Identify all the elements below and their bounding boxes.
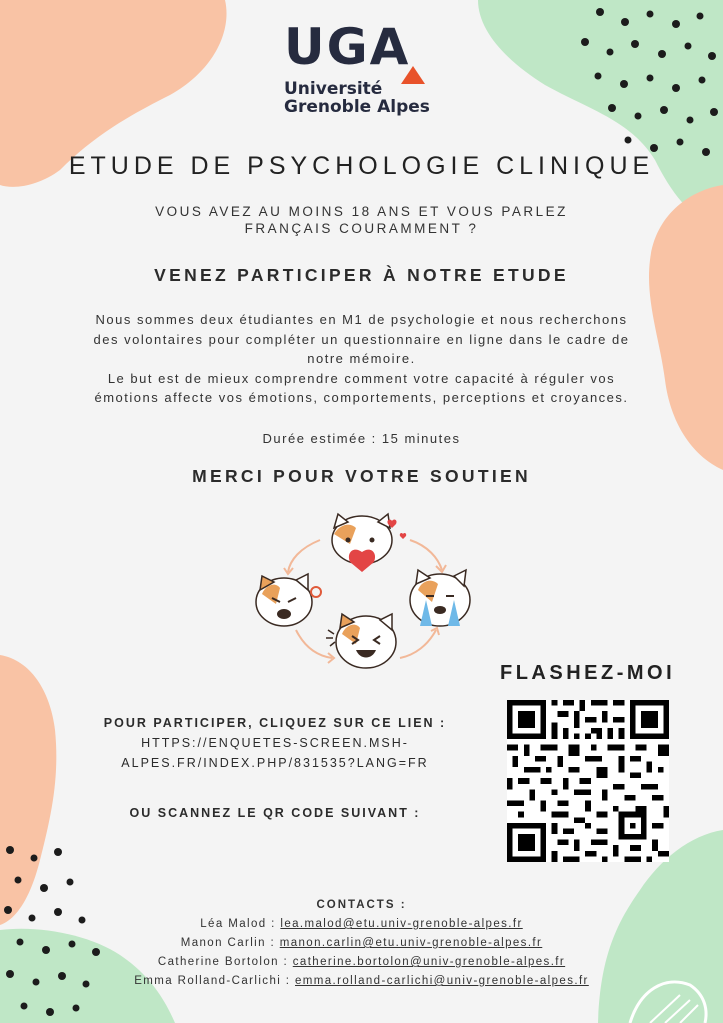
subtitle-line-1: VOUS AVEZ AU MOINS 18 ANS ET VOUS PARLEZ: [155, 204, 568, 219]
scan-heading: OU SCANNEZ LE QR CODE SUIVANT :: [129, 806, 421, 820]
description-line: des volontaires pour compléter un questionnaire en ligne dans le cadre de: [93, 331, 630, 347]
logo-line-1: Université: [284, 79, 383, 99]
logo-acronym: UGA: [284, 18, 411, 76]
contact-row: [0, 972, 723, 991]
contact-row: [0, 915, 723, 934]
contact-email-link[interactable]: manon.carlin@etu.univ-grenoble-alpes.fr: [279, 937, 543, 949]
logo-line-2: Grenoble Alpes: [284, 97, 430, 117]
contact-row: [0, 953, 723, 972]
contact-email-link[interactable]: lea.malod@etu.univ-grenoble-alpes.fr: [280, 918, 523, 930]
description-line: notre mémoire.: [307, 351, 416, 366]
description: [0, 310, 723, 408]
cat-angry-icon: [256, 574, 321, 626]
contact-name: Catherine Bortolon :: [157, 956, 289, 968]
description-line: émotions affecte vos émotions, comportements, perceptions et croyances.: [94, 390, 629, 405]
thanks-heading: MERCI POUR VOTRE SOUTIEN: [192, 466, 531, 486]
page-title: ETUDE DE PSYCHOLOGIE CLINIQUE: [68, 152, 655, 180]
subtitle-line-2: FRANÇAIS COURAMMENT ?: [244, 221, 479, 236]
duration: Durée estimée : 15 minutes: [262, 431, 461, 446]
contact-row: [0, 934, 723, 953]
contact-email-link[interactable]: emma.rolland-carlichi@univ-grenoble-alpes.fr: [295, 975, 589, 987]
cat-love-icon: [332, 514, 406, 572]
subtitle: [0, 203, 723, 237]
qr-code-icon[interactable]: [507, 700, 669, 862]
description-line: Nous sommes deux étudiantes en M1 de psychologie et nous recherchons: [95, 312, 628, 327]
contact-name: Léa Malod :: [200, 918, 276, 930]
description-line: Le but est de mieux comprendre comment votre capacité à réguler vos: [107, 370, 616, 386]
contacts-heading: CONTACTS :: [316, 899, 407, 911]
cat-laughing-icon: [326, 614, 396, 668]
participate-link-line-1[interactable]: HTTPS://ENQUETES-SCREEN.MSH-: [141, 736, 409, 750]
participate-heading: POUR PARTICIPER, CLIQUEZ SUR CE LIEN :: [103, 716, 447, 730]
cats-illustration: [250, 510, 480, 678]
cta-heading: VENEZ PARTICIPER À NOTRE ETUDE: [154, 265, 569, 285]
contact-name: Emma Rolland-Carlichi :: [134, 975, 291, 987]
uga-logo: [284, 18, 444, 122]
participate-link-line-2[interactable]: ALPES.FR/INDEX.PHP/831535?LANG=FR: [121, 756, 429, 770]
contacts-block: [0, 896, 723, 991]
flash-me-heading: FLASHEZ-MOI: [500, 662, 676, 684]
contact-email-link[interactable]: catherine.bortolon@univ-grenoble-alpes.fr: [292, 956, 566, 968]
contact-name: Manon Carlin :: [180, 937, 276, 949]
logo-triangle-icon: [401, 66, 425, 84]
participate-block: [75, 713, 475, 773]
cat-crying-icon: [410, 570, 470, 626]
